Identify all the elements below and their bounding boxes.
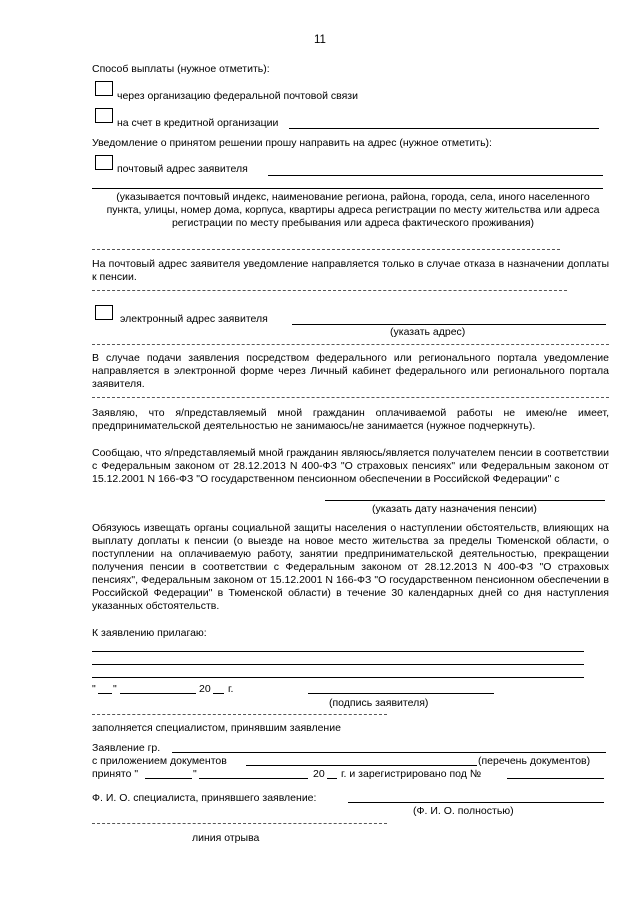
- divider: [92, 344, 609, 345]
- fio-hint: (Ф. И. О. полностью): [413, 805, 514, 817]
- option-post-label: через организацию федеральной почтовой связи: [117, 90, 358, 102]
- email-note: В случае подачи заявления посредством федерального или регионального портала уведомление направляется в электронной форме через Личный кабинет федерального или регионального портала заявителя.: [92, 352, 609, 390]
- day-field[interactable]: [98, 693, 112, 694]
- postal-label: почтовый адрес заявителя: [117, 163, 248, 175]
- registration-number-field[interactable]: [507, 778, 604, 779]
- email-label: электронный адрес заявителя: [120, 313, 268, 325]
- specialist-heading: заполняется специалистом, принявшим заявление: [92, 722, 341, 734]
- accepted-year: 20: [313, 768, 325, 780]
- attachment-line[interactable]: [92, 651, 584, 652]
- checkbox-bank[interactable]: [95, 108, 113, 123]
- checkbox-post[interactable]: [95, 81, 113, 96]
- email-hint: (указать адрес): [390, 326, 466, 338]
- postal-hint: (указывается почтовый индекс, наименование региона, района, города, села, иного населенного пункта, улицы, номер дома, корпуса, квартиры адреса регистрации по месту жительства или адреса регистрации по месту пребывания или адреса фактического проживания): [106, 191, 600, 229]
- month-field[interactable]: [120, 693, 196, 694]
- accepted-year-field[interactable]: [327, 778, 337, 779]
- payment-heading: Способ выплаты (нужное отметить):: [92, 63, 270, 75]
- specialist-fio-field[interactable]: [348, 802, 604, 803]
- email-address-field[interactable]: [292, 324, 606, 325]
- tear-line-label: линия отрыва: [192, 832, 260, 844]
- fio-label: Ф. И. О. специалиста, принявшего заявление:: [92, 792, 317, 804]
- option-bank-label: на счет в кредитной организации: [117, 117, 279, 129]
- divider: [92, 714, 387, 715]
- accepted-reg-label: г. и зарегистрировано под №: [341, 768, 482, 780]
- attachment-line[interactable]: [92, 664, 584, 665]
- employment-declaration: Заявляю, что я/представляемый мной гражданин оплачиваемой работы не имею/не имеет, предпринимательской деятельностью не занимаюсь/не занимается (нужное подчеркнуть).: [92, 407, 609, 432]
- docs-label: с приложением документов: [92, 755, 227, 767]
- divider: [92, 397, 609, 398]
- date-open-quote: ": [92, 683, 96, 695]
- obligation-statement: Обязуюсь извещать органы социальной защиты населения о наступлении обстоятельств, влияющих на выплату доплаты к пенсии (о выезде на новое место жительства за пределы Тюменской области, о поступлении на оплачиваемую работу, занятии предпринимательской деятельностью, прекращении получения пенсии в соответствии с Федеральным законом от 28.12.2013 N 400-ФЗ "О страховых пенсиях", Федеральным законом от 15.12.2001 N 166-ФЗ "О государственном пенсионном обеспечении в Российской Федерации" в Тюменской области) в течение 30 календарных дней со дня наступления указанных обстоятельств.: [92, 522, 609, 612]
- attachment-line[interactable]: [92, 677, 584, 678]
- signature-field[interactable]: [308, 693, 494, 694]
- accepted-quote: ": [193, 768, 197, 780]
- tear-line-dash: [92, 823, 387, 824]
- signature-hint: (подпись заявителя): [329, 697, 429, 709]
- accepted-month-field[interactable]: [199, 778, 308, 779]
- attachments-heading: К заявлению прилагаю:: [92, 627, 207, 639]
- date-close-quote: ": [113, 683, 117, 695]
- postal-address-field-1[interactable]: [268, 175, 603, 176]
- notification-heading: Уведомление о принятом решении прошу направить на адрес (нужное отметить):: [92, 137, 492, 149]
- checkbox-postal[interactable]: [95, 155, 113, 170]
- application-label: Заявление гр.: [92, 742, 161, 754]
- accepted-day-field[interactable]: [145, 778, 192, 779]
- page-number: 11: [314, 34, 326, 46]
- bank-account-field[interactable]: [289, 128, 599, 129]
- pension-declaration: Сообщаю, что я/представляемый мной гражданин являюсь/является получателем пенсии в соответствии с Федеральным законом от 28.12.2013 N 400-ФЗ "О страховых пенсиях" или Федеральным законом от 15.12.2001 N 166-ФЗ "О государственном пенсионном обеспечении в Российской Федерации" с: [92, 447, 609, 485]
- postal-note: На почтовый адрес заявителя уведомление направляется только в случае отказа в назначении доплаты к пенсии.: [92, 258, 609, 283]
- documents-field[interactable]: [246, 765, 477, 766]
- applicant-name-field[interactable]: [172, 752, 606, 753]
- divider: [92, 249, 560, 250]
- divider: [92, 290, 567, 291]
- docs-hint: (перечень документов): [478, 755, 591, 767]
- year-prefix: 20: [199, 683, 211, 695]
- postal-address-field-2[interactable]: [92, 188, 603, 189]
- accepted-label: принято ": [92, 768, 139, 780]
- checkbox-email[interactable]: [95, 305, 113, 320]
- year-field[interactable]: [213, 693, 224, 694]
- year-suffix: г.: [228, 683, 234, 695]
- pension-date-hint: (указать дату назначения пенсии): [372, 503, 537, 515]
- pension-date-field[interactable]: [325, 500, 605, 501]
